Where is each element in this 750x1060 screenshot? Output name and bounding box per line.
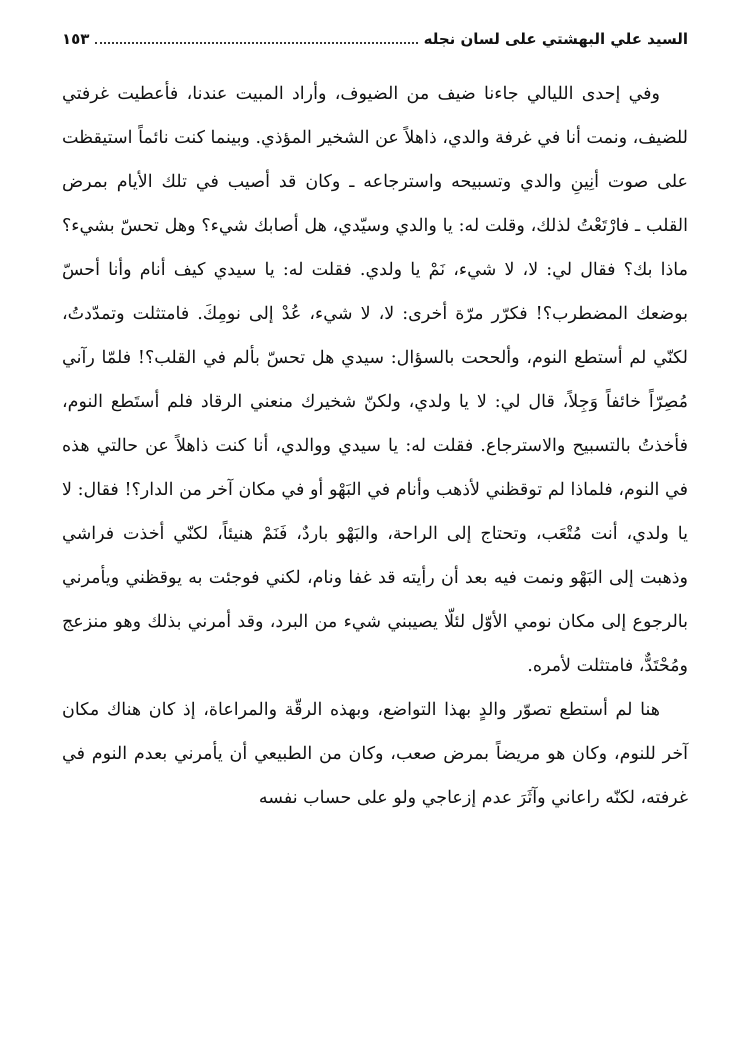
paragraph-2: هنا لم أستطع تصوّر والدٍ بهذا التواضع، وبهذه الرقّة والمراعاة، إذ كان هناك مكان آخر للنوم، وكان هو مريضاً بمرض صعب، وكان من الطبيعي أن يأمرني بعدم النوم في غرفته، لكنّه راعاني وآثَرَ عدم إزعاجي ولو على حساب نفسه [62, 700, 688, 808]
leader-dots [95, 32, 417, 44]
running-title: السيد علي البهشتي على لسان نجله [423, 30, 688, 48]
body-text [62, 72, 688, 820]
running-head [62, 30, 688, 58]
page-number: ١٥٣ [62, 30, 90, 48]
paragraph-1: وفي إحدى الليالي جاءنا ضيف من الضيوف، وأراد المبيت عندنا، فأعطيت غرفتي للضيف، ونمت أنا في غرفة والدي، ذاهلاً عن الشخير المؤذي. وبينما كنت نائماً استيقظت على صوت أنِينِ والدي وتسبيحه واسترجاعه ـ وكان قد أصيب في تلك الأيام بمرض القلب ـ فارْتَعْتُ لذلك، وقلت له: يا والدي وسيّدي، هل أصابك شيء؟ وهل تحسّ بشيء؟ ماذا بك؟ فقال لي: لا، لا شيء، نَمْ يا ولدي. فقلت له: يا سيدي كيف أنام وأنا أحسّ بوضعك المضطرب؟! فكرّر مرّة أخرى: لا، لا شيء، عُدْ إلى نومِكَ. فامتثلت وتمدّدتُ، لكنّي لم أستطع النوم، وألححت بالسؤال: سيدي هل تحسّ بألم في القلب؟! فلمّا رآني مُصِرّاً خائفاً وَجِلاً، قال لي: لا يا ولدي، ولكنّ شخيرك منعني الرقاد فلم أستَطع النوم، فأخذتُ بالتسبيح والاسترجاع. فقلت له: يا سيدي ووالدي، أنا كنت ذاهلاً عن حالتي هذه في النوم، فلماذا لم توقظني لأذهب وأنام في البَهْو أو في مكان آخر من الدار؟! فقال: لا يا ولدي، أنت مُتْعَب، وتحتاج إلى الراحة، والبَهْو باردٌ، فَنَمْ هنيئاً، لكنّي أخذت فراشي وذهبت إلى البَهْو ونمت فيه بعد أن رأيته قد غفا ونام، لكني فوجئت به يوقظني ويأمرني بالرجوع إلى مكان نومي الأوّل لئلّا يصيبني شيء من البرد، وقد أمرني بذلك وهو منزعج ومُحْتَدٌّ، فامتثلت لأمره. [62, 84, 689, 676]
